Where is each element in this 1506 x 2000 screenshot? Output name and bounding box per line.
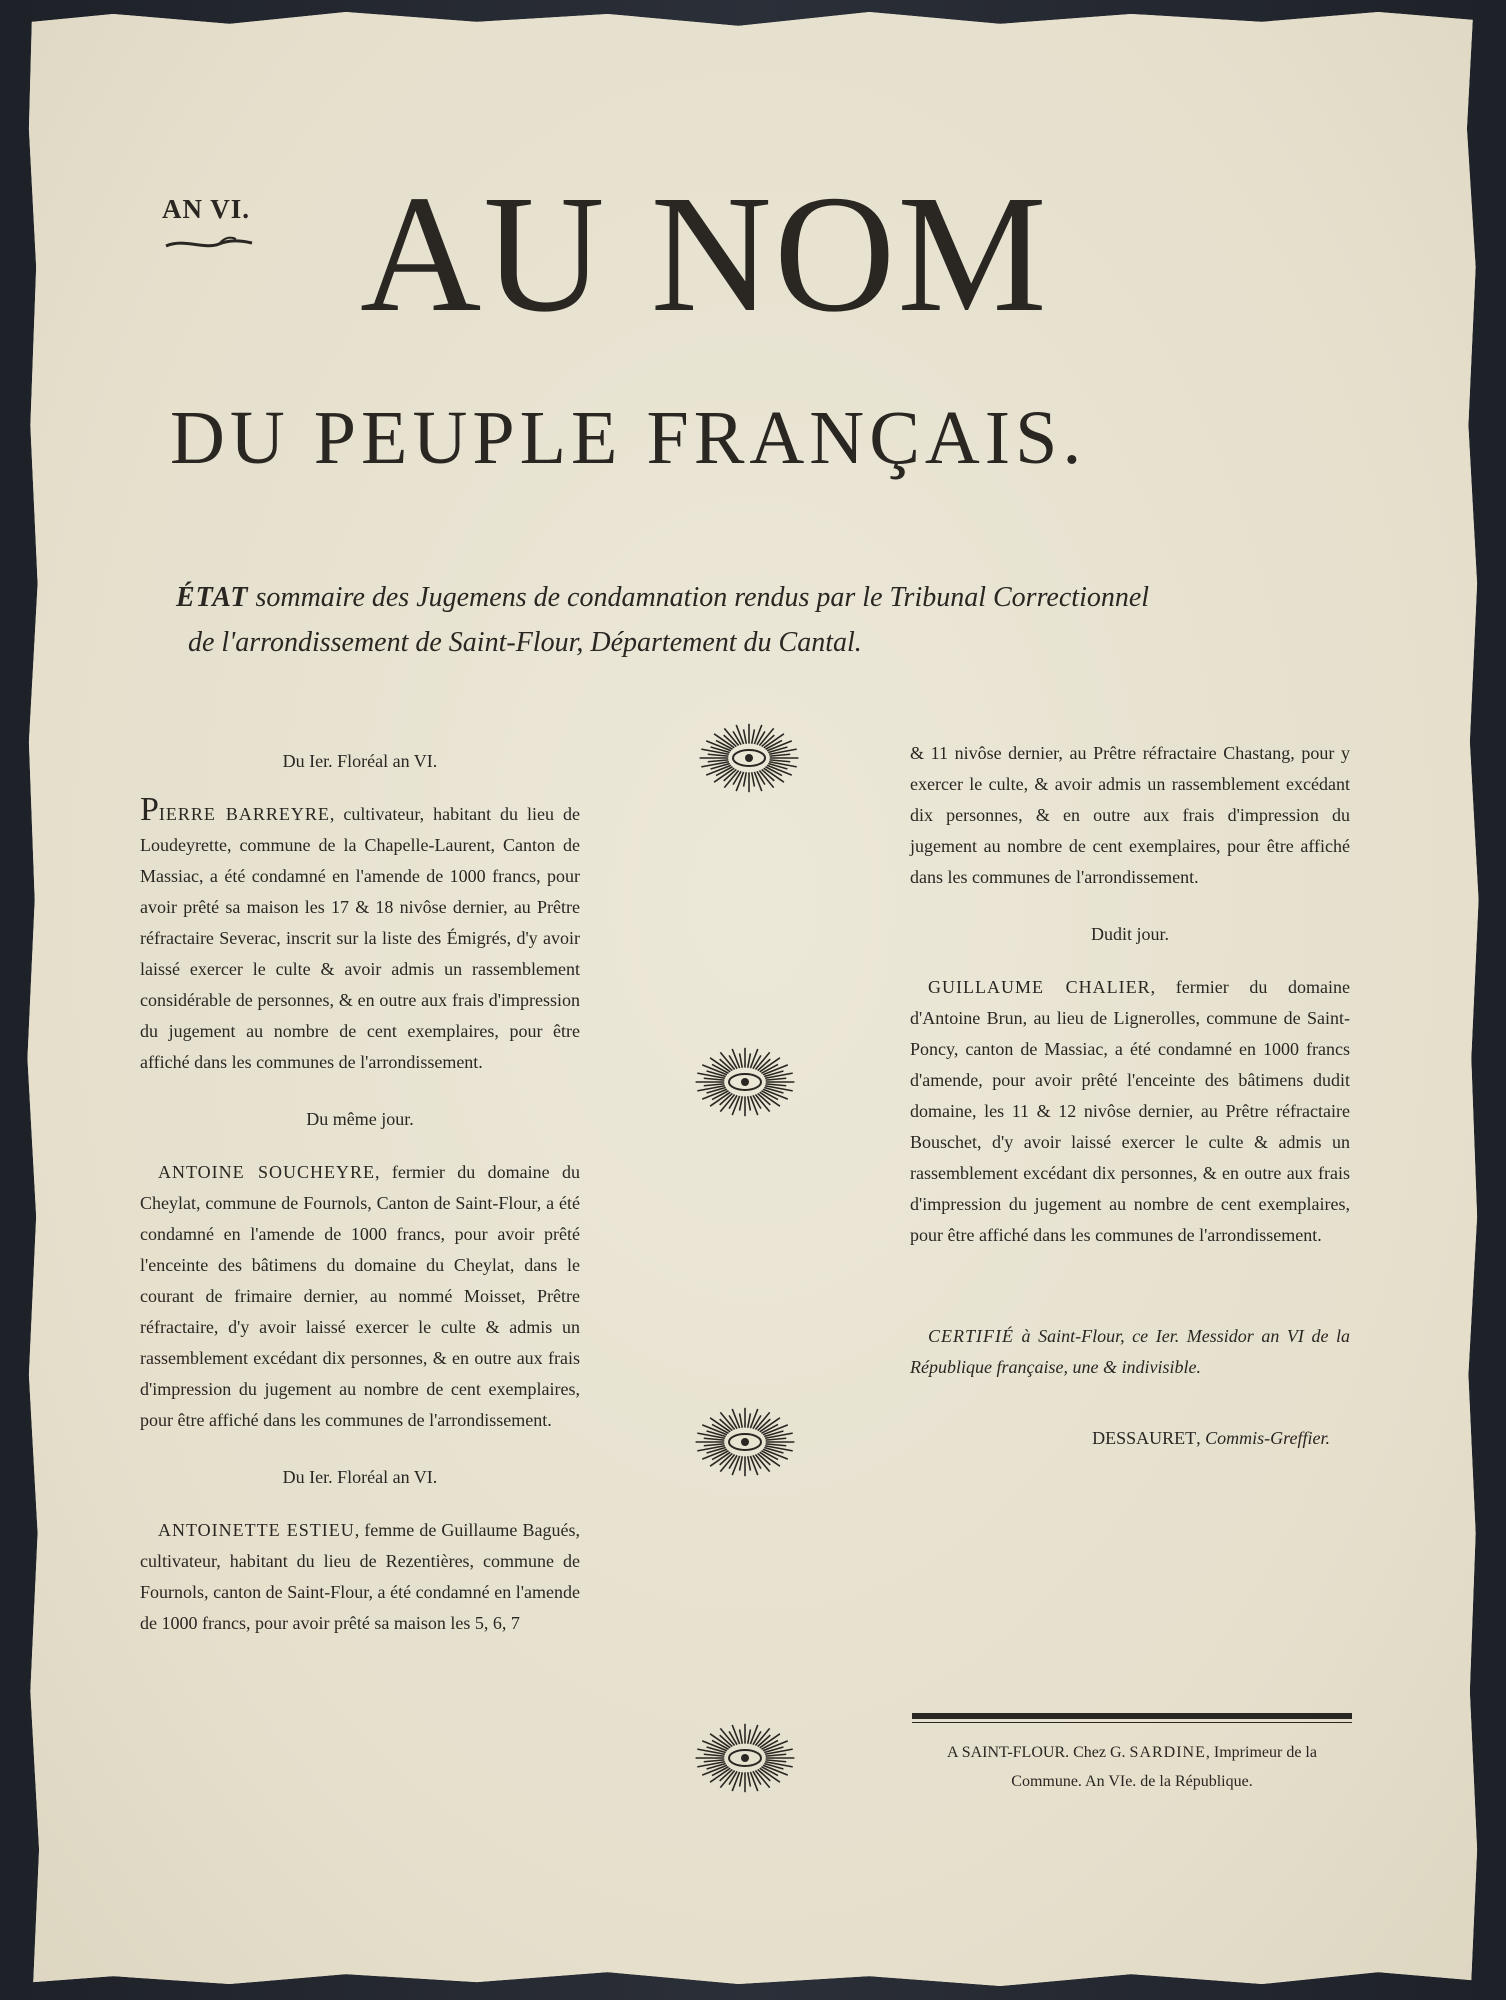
judgment-paragraph	[140, 1157, 580, 1436]
judgment-paragraph	[910, 972, 1350, 1251]
judgment-paragraph-continued: & 11 nivôse dernier, au Prêtre réfractaire Chastang, pour y exercer le culte, & avoir admis un rassemblement excédant dix personnes, & en outre aux frais d'impression du jugement au nombre de cent exemplaires, pour être affiché dans les communes de l'arrondissement.	[910, 743, 1350, 887]
judgment-text: , femme de Guillaume Bagués, cultivateur, habitant du lieu de Rezentières, commune de Fournols, canton de Saint-Flour, a été condamné en l'amende de 1000 francs, pour avoir prêté sa maison les 5, 6, 7	[140, 1520, 580, 1633]
etat-line2: de l'arrondissement de Saint-Flour, Département du Cantal.	[188, 627, 862, 658]
sun-ornament-icon	[690, 1042, 800, 1122]
page-subtitle: DU PEUPLE FRANÇAIS.	[170, 396, 1087, 480]
defendant-name: IERRE BARREYRE	[158, 804, 330, 824]
certif-lead: CERTIFIÉ	[928, 1326, 1014, 1346]
certification	[910, 1321, 1350, 1383]
judgment-text: , cultivateur, habitant du lieu de Loudeyrette, commune de la Chapelle-Laurent, Canton de Massiac, a été condamné en l'amende de 1000 francs, pour avoir prêté sa maison les 17 & 18 nivôse dernier, au Prêtre réfractaire Severac, inscrit sur la liste des Émigrés, d'y avoir laissé exercer le culte & avoir admis un rassemblement considérable de personnes, & en outre aux frais d'impression du jugement au nombre de cent exemplaires, pour être affiché dans les communes de l'arrondissement.	[140, 804, 580, 1072]
imprint-text-a: A SAINT-FLOUR. Chez G.	[947, 1744, 1130, 1761]
section-heading: Du même jour.	[306, 1109, 414, 1129]
judgment-text: , fermier du domaine d'Antoine Brun, au lieu de Lignerolles, commune de Saint-Poncy, canton de Massiac, a été condamné en 1000 francs d'amende, pour avoir prêté l'enceinte des bâtimens dudit domaine, les 11 & 12 nivôse dernier, au Prêtre réfractaire Bouschet, d'y avoir laissé exercer le culte & admis un rassemblement excédant dix personnes, & en outre aux frais d'impression du jugement au nombre de cent exemplaires, pour être affiché dans les communes de l'arrondissement.	[910, 977, 1350, 1245]
signature-title: , Commis-Greffier.	[1196, 1428, 1330, 1448]
certif-text: à Saint-Flour, ce Ier. Messidor an VI de la République française, une & indivisible.	[910, 1326, 1350, 1377]
printer-name: SARDINE	[1129, 1744, 1206, 1761]
year-label: AN VI.	[162, 194, 251, 224]
page-title: AU NOM	[360, 161, 1049, 347]
defendant-name: ANTOINE SOUCHEYRE	[158, 1162, 376, 1182]
section-heading: Du Ier. Floréal an VI.	[282, 1467, 438, 1487]
etat-lead: ÉTAT	[176, 582, 249, 613]
printer-imprint	[912, 1738, 1352, 1796]
imprint-rule	[912, 1713, 1352, 1719]
judgment-paragraph	[140, 1515, 580, 1639]
imprint-rule-thin	[912, 1722, 1352, 1723]
signature-name: DESSAURET	[1092, 1428, 1197, 1448]
imprint-text-b: , Imprimeur de la Commune. An VIe. de la République.	[1011, 1744, 1317, 1790]
right-column	[910, 738, 1350, 1454]
judgment-paragraph	[140, 791, 580, 1078]
defendant-name: GUILLAUME CHALIER	[928, 977, 1151, 997]
drop-cap: P	[140, 791, 159, 828]
sun-ornament-icon	[690, 1718, 800, 1798]
section-heading: Dudit jour.	[1090, 924, 1169, 944]
signature	[910, 1423, 1350, 1454]
swash-ornament-icon	[164, 234, 254, 254]
defendant-name: ANTOINETTE ESTIEU	[158, 1520, 355, 1540]
etat-line1: sommaire des Jugemens de condamnation rendus par le Tribunal Correctionnel	[255, 582, 1150, 613]
judgment-text: , fermier du domaine du Cheylat, commune de Fournols, Canton de Saint-Flour, a été condamné en l'amende de 1000 francs, pour avoir prêté l'enceinte des bâtimens du domaine du Cheylat, dans le courant de frimaire dernier, au nommé Moisset, Prêtre réfractaire, d'y avoir laissé exercer le culte & admis un rassemblement excédant dix personnes, & en outre aux frais d'impression du jugement au nombre de cent exemplaires, pour être affiché dans les communes de l'arrondissement.	[140, 1162, 580, 1430]
sun-ornament-icon	[690, 1402, 800, 1482]
left-column	[140, 738, 580, 1665]
sun-ornament-icon	[694, 718, 804, 798]
etat-heading	[176, 575, 1376, 665]
section-heading: Du Ier. Floréal an VI.	[282, 751, 438, 771]
